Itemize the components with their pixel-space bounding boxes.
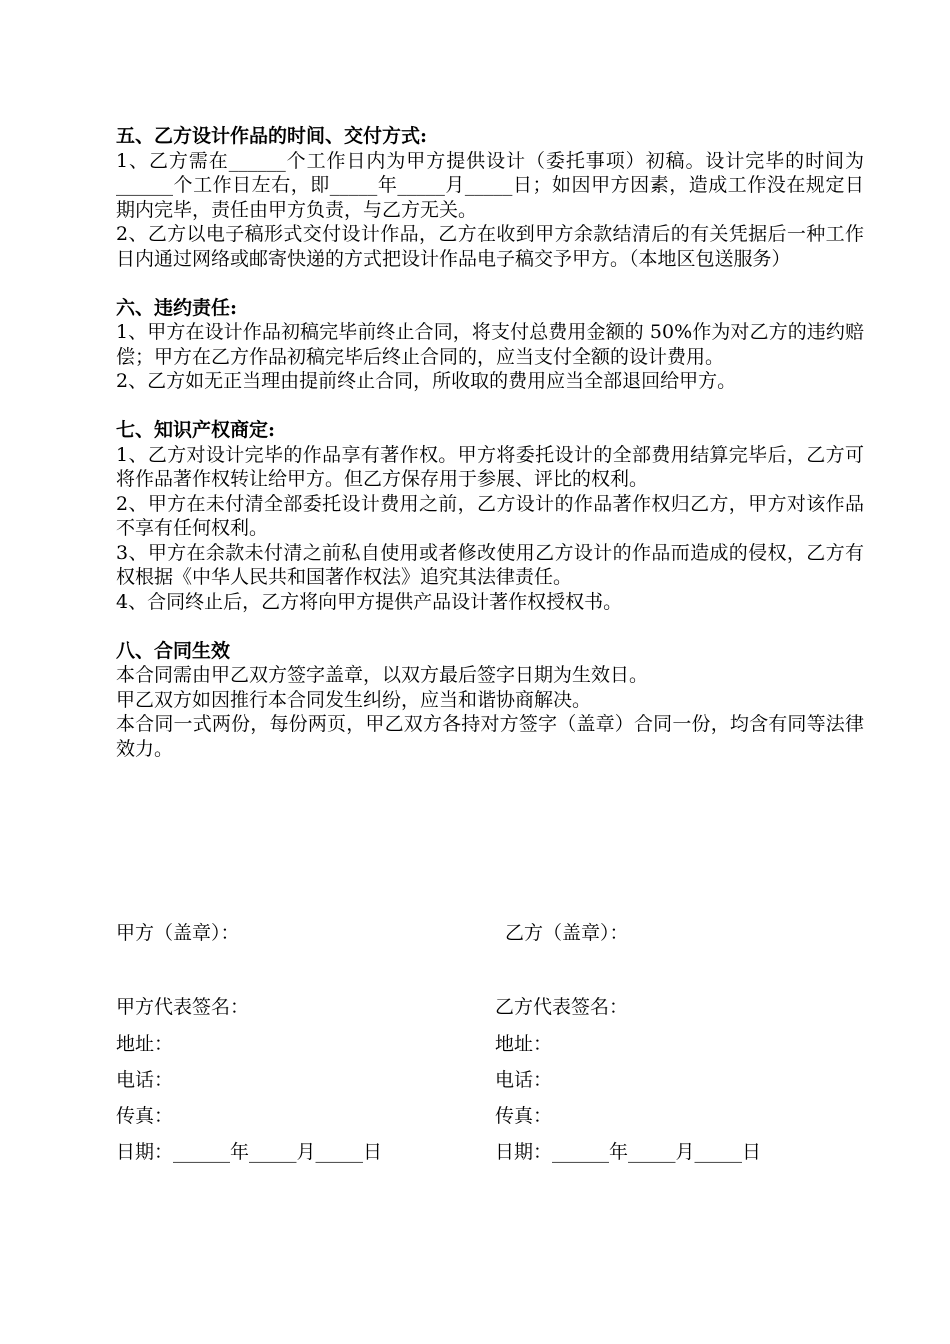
ip-clause-3: 3、甲方在余款未付清之前私自使用或者修改使用乙方设计的作品而造成的侵权，乙方有权根据《中华人民共和国著作权法》追究其法律责任。 (116, 541, 864, 588)
ip-clause-4: 4、合同终止后，乙方将向甲方提供产品设计著作权授权书。 (116, 590, 623, 613)
party-b-seal-label: 乙方（盖章）： (505, 922, 629, 944)
section-heading-liability: 六、违约责任: (116, 296, 238, 319)
section-heading-ip: 七、知识产权商定: (116, 419, 276, 441)
effect-clause-3: 本合同一式两份，每份两页，甲乙双方各持对方签字（盖章）合同一份，均含有同等法律效力。 (116, 713, 864, 760)
party-a-seal-label: 甲方（盖章）： (116, 922, 240, 944)
delivery-clause-1: 1、乙方需在______个工作日内为甲方提供设计（委托事项）初稿。设计完毕的时间为______个工作日左右，即_____年_____月_____日；如因甲方因素，造成工作没在规定日期内完毕，责任由甲方负责，与乙方无关。 (116, 149, 864, 221)
section-heading-effect: 八、合同生效 (116, 639, 231, 662)
delivery-clause-2: 2、乙方以电子稿形式交付设计作品，乙方在收到甲方余款结清后的有关凭据后一种工作日内通过网络或邮寄快递的方式把设计作品电子稿交予甲方。（本地区包送服务） (116, 223, 864, 270)
liability-clause-2: 2、乙方如无正当理由提前终止合同，所收取的费用应当全部退回给甲方。 (116, 370, 737, 392)
contract-body (116, 124, 864, 761)
ip-clause-1: 1、乙方对设计完毕的作品享有著作权。甲方将委托设计的全部费用结算完毕后，乙方可将作品著作权转让给甲方。但乙方保存用于参展、评比的权利。 (116, 443, 864, 490)
effect-clause-2: 甲乙双方如因推行本合同发生纠纷，应当和谐协商解决。 (116, 688, 592, 711)
ip-clause-2: 2、甲方在未付清全部委托设计费用之前，乙方设计的作品著作权归乙方，甲方对该作品不享有任何权利。 (116, 492, 864, 539)
effect-clause-1: 本合同需由甲乙双方签字盖章，以双方最后签字日期为生效日。 (116, 664, 649, 686)
party-b-phone-label: 电话： (495, 1069, 553, 1091)
liability-clause-1: 1、甲方在设计作品初稿完毕前终止合同，将支付总费用金额的 50%作为对乙方的违约赔偿；甲方在乙方作品初稿完毕后终止合同的，应当支付全额的设计费用。 (116, 321, 864, 368)
section-heading-delivery: 五、乙方设计作品的时间、交付方式: (116, 125, 428, 147)
party-a-date-label: 日期：______年_____月_____日 (116, 1141, 383, 1163)
party-b-address-label: 地址： (495, 1033, 553, 1055)
party-a-address-label: 地址： (116, 1033, 174, 1055)
party-a-fax-label: 传真： (116, 1105, 174, 1127)
party-b-rep-label: 乙方代表签名： (495, 996, 629, 1018)
party-a-rep-label: 甲方代表签名： (116, 996, 250, 1018)
party-b-date-label: 日期：______年_____月_____日 (495, 1141, 762, 1163)
party-a-phone-label: 电话： (116, 1069, 174, 1091)
party-b-fax-label: 传真： (495, 1105, 553, 1127)
